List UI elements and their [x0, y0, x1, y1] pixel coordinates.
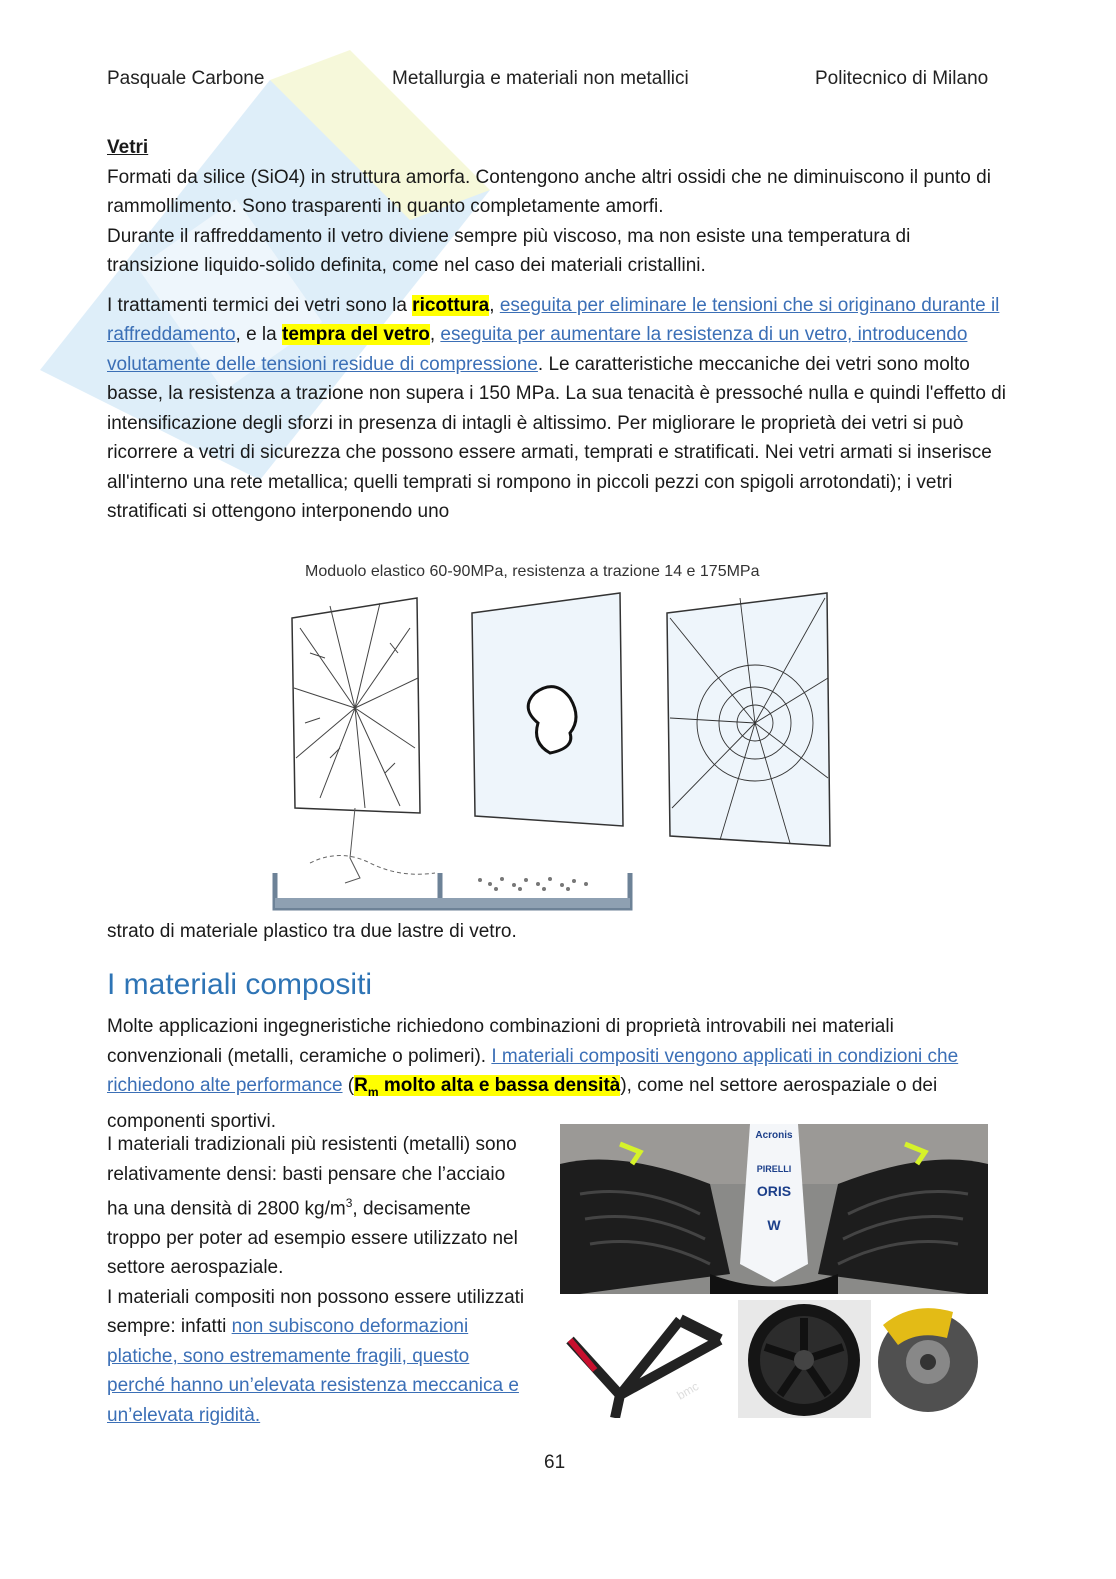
- vetri-section: [107, 133, 1007, 527]
- link-tempra[interactable]: eseguita per aumentare la resistenza di un vetro, introducendo volutamente delle tensioni residue di compressione: [107, 324, 968, 375]
- link-compositi-performance[interactable]: I materiali compositi vengono applicati in condizioni che richiedono alte performance: [107, 1045, 959, 1096]
- vetri-paragraph-3: [107, 291, 1007, 527]
- vetri-paragraph-2: Durante il raffreddamento il vetro diviene sempre più viscoso, ma non esiste una temperatura di transizione liquido-solido definita, come nel caso dei materiali cristallini.: [107, 225, 911, 276]
- sponsor-label-acronis: Acronis: [755, 1130, 793, 1141]
- superscript: 3: [345, 1196, 353, 1210]
- text-run: I trattamenti termici dei vetri sono la: [107, 294, 413, 316]
- header-course: Metallurgia e materiali non metallici: [392, 68, 689, 89]
- text-run: ,: [429, 324, 441, 345]
- highlight-ricottura: ricottura: [412, 294, 490, 316]
- link-ricottura[interactable]: eseguita per eliminare le tensioni che si originano durante il raffreddamento: [107, 294, 1000, 345]
- text-run: . Le caratteristiche meccaniche dei vetri sono molto basse, la resistenza a trazione non supera i 150 MPa. La sua tenacità è pressoché nulla e quindi l'effetto di intensificazione degli sforzi in presenza di intagli è altissimo. Per migliorare le proprietà dei vetri si può ricorrere a vetri di sicurezza che possono essere armati, temprati e stratificati. Nei vetri armati si inserisce all'interno una rete metallica; quelli temprati si rompono in piccoli pezzi con spigoli arrotondati); i vetri stratificati si ottengono interponendo uno: [107, 353, 1006, 522]
- laminated-glass-pane: [667, 593, 830, 846]
- tempered-glass-pane: [472, 593, 623, 826]
- glass-fracture-figure: [270, 558, 845, 918]
- text-run: , decisamente troppo per poter ad esempio essere utilizzato nel settore aerospaziale.: [107, 1198, 518, 1279]
- compositi-paragraph-1: [107, 1012, 1007, 1137]
- highlight-tempra: tempra del vetro: [282, 324, 430, 345]
- carbon-wheel-photo: [738, 1300, 871, 1418]
- compositi-paragraph-2: [107, 1130, 527, 1283]
- vetri-paragraph-1: Formati da silice (SiO4) in struttura amorfa. Contengono anche altri ossidi che ne diminuiscono il punto di rammollimento. Sono trasparenti in quanto completamente amorfi.: [107, 166, 991, 217]
- annealed-glass-pane: [292, 598, 435, 883]
- text-run: R: [354, 1075, 368, 1096]
- f1-front-wing-photo: [560, 1124, 988, 1294]
- bike-brand-label: bmc: [674, 1379, 702, 1403]
- figure-caption: Moduolo elastico 60-90MPa, resistenza a trazione 14 e 175MPa: [305, 563, 760, 580]
- header-author: Pasquale Carbone: [107, 68, 265, 89]
- brake-disc-photo: [873, 1300, 987, 1418]
- compositi-heading: I materiali compositi: [107, 968, 373, 1001]
- highlight-rm: [354, 1075, 621, 1099]
- compositi-paragraph-3: [107, 1283, 527, 1431]
- compositi-left-column: [107, 1130, 527, 1430]
- sponsor-label-oris: ORIS: [756, 1183, 792, 1199]
- text-run: I materiali compositi non possono essere utilizzati sempre: infatti: [107, 1286, 525, 1338]
- text-run: , e la: [235, 324, 282, 345]
- compositi-intro: [107, 1012, 1007, 1137]
- sponsor-label-pirelli: PIRELLI: [756, 1164, 792, 1174]
- sponsor-label-w: W: [767, 1217, 781, 1233]
- subscript: m: [367, 1084, 379, 1099]
- page-number: 61: [544, 1452, 566, 1473]
- vetri-title: Vetri: [107, 137, 149, 158]
- text-run: (: [342, 1075, 355, 1096]
- text-run: ,: [489, 294, 500, 316]
- text-run: I materiali tradizionali più resistenti (metalli) sono relativamente densi: basti pensare che l’acciaio ha una densità di 2800 kg/m: [107, 1134, 517, 1220]
- vetri-paragraph-4-wrap: [107, 917, 1007, 947]
- fragment-trays: [275, 873, 630, 908]
- vetri-paragraph-4: strato di materiale plastico tra due lastre di vetro.: [107, 921, 517, 942]
- text-run: ), come nel settore aerospaziale o dei componenti sportivi.: [107, 1075, 938, 1133]
- header-university: Politecnico di Milano: [815, 68, 989, 89]
- bike-frame-photo: [560, 1300, 732, 1418]
- link-compositi-fragili[interactable]: non subiscono deformazioni platiche, sono estremamente fragili, questo perché hanno un’elevata resistenza meccanica e un’elevata rigidità.: [107, 1316, 519, 1426]
- text-run: Molte applicazioni ingegneristiche richiedono combinazioni di proprietà introvabili nei materiali convenzionali (metalli, ceramiche o polimeri).: [107, 1016, 894, 1067]
- text-run: molto alta e bassa densità: [378, 1075, 621, 1096]
